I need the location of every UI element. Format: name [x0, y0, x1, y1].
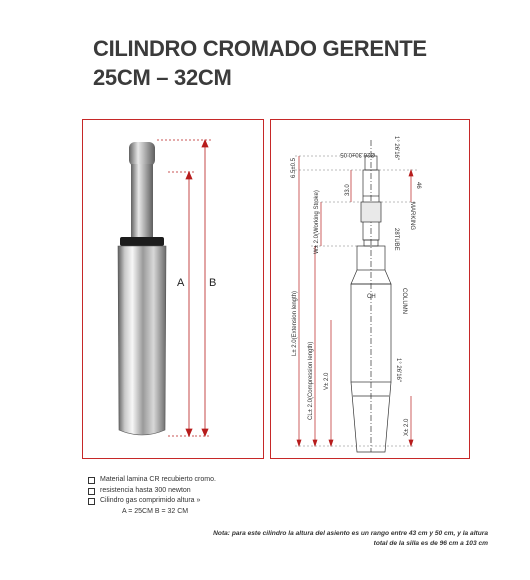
note-line-2: total de la silla es de 96 cm a 103 cm [373, 540, 488, 547]
spec-text: Cilindro gas comprimido altura » [100, 497, 201, 504]
cylinder-tip [129, 142, 155, 166]
cylinder-photo-frame [82, 119, 264, 459]
arrow-46-top [409, 170, 413, 176]
label-working-stroke: W± 2.0(Working Stroke) [314, 190, 320, 254]
page-title [93, 34, 427, 92]
dim-b-top-arrow [202, 140, 208, 147]
label-b: B [209, 277, 217, 289]
label-46: 46 [415, 182, 421, 189]
label-tube: 28TUBE [393, 228, 399, 251]
label-thread-top: 1° 26'16" [393, 136, 399, 161]
spec-text: resistencia hasta 300 newton [100, 486, 191, 494]
label-v: V± 2.0 [324, 372, 330, 390]
label-thread-bottom: 1° 26'16" [395, 358, 401, 383]
cylinder-body [118, 246, 166, 435]
checkbox-icon [88, 498, 95, 505]
marking-band [361, 202, 381, 222]
checkbox-icon [88, 477, 95, 484]
label-x: X± 2.0 [404, 418, 410, 436]
title-line-2: 25CM – 32CM [93, 65, 232, 90]
cylinder-ring [120, 237, 164, 246]
label-compression: CL± 2.0(Compression length) [308, 341, 314, 420]
checkbox-icon [88, 488, 95, 495]
spec-item [88, 486, 216, 497]
cylinder-rod [131, 164, 153, 240]
label-a: A [177, 277, 185, 289]
dim-a-bottom-arrow [186, 429, 192, 436]
title-line-1: CILINDRO CROMADO GERENTE [93, 36, 427, 61]
label-column: COLUMN [401, 288, 407, 315]
arrow-v-bottom [329, 440, 333, 446]
arrow-cl-bottom [313, 440, 317, 446]
spec-item [88, 475, 216, 486]
dim-b-bottom-arrow [202, 429, 208, 436]
note-line-1: Nota: para este cilindro la altura del asiento es un rango entre 43 cm y 50 cm, y la altura [213, 530, 488, 537]
label-top-dim: Ø26.30±0.05 [340, 151, 375, 157]
arrow-l-bottom [297, 440, 301, 446]
label-65: 6.5±0.5 [291, 158, 297, 178]
label-extension: L± 2.0(Extension length) [292, 291, 298, 356]
dim-a-top-arrow [186, 172, 192, 179]
technical-drawing-frame [270, 119, 470, 459]
spec-values: A = 25CM B = 32 CM [122, 507, 189, 515]
specs-list [88, 475, 216, 517]
column-mark: CH [367, 294, 376, 300]
technical-drawing [271, 120, 469, 458]
label-marking: MARKING [409, 202, 415, 231]
spec-item [88, 496, 216, 507]
note [128, 529, 488, 549]
spec-text: Material lamina CR recubierto cromo. [100, 476, 216, 483]
chrome-cylinder-photo [83, 120, 263, 458]
label-33: 33.0 [345, 184, 351, 196]
arrow-x-bottom [409, 440, 413, 446]
